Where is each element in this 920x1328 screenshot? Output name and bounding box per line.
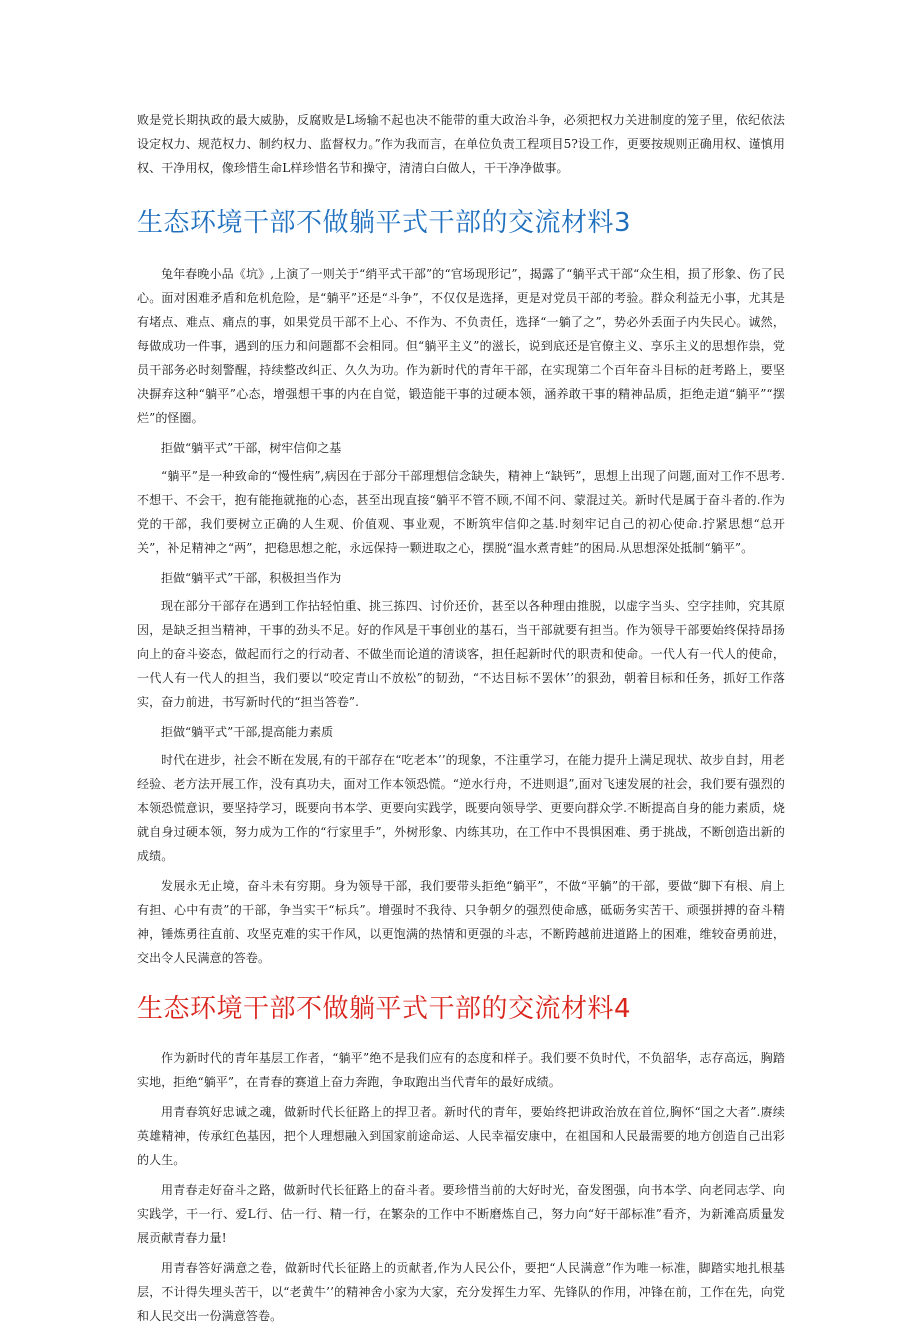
section-3-subheading-3: 拒做“躺平式”干部,提高能力素质 xyxy=(161,725,334,739)
section-3-intro-paragraph: 兔年春晚小品《坑》,上演了一则关于“绡平式干部”的“官场现形记”，揭露了“躺平式干部“众生相，损了形象、伤了民心。面对困难矛盾和危机危险，是“躺平”还是“斗争”，不仅仅是选择，更是对党员干部的考验。群众利益无小事，尤其是有堵点、难点、痛点的事，如果党员干部不上心、不作为、不负责任，选择“一躺了之”，势必外丢面子内失民心。诚然，每做成功一件事，遇到的压力和问题都不会相同。但“躺平主义”的滋长，说到底还是官僚主义、享乐主义的思想作祟，党员干部务必时刻警醒，持续整改纠正、久久为功。作为新时代的青年干部，在实现第二个百年奋斗目标的赶考路上，要坚决摒弃这种“躺平”心态，增强想干事的内在自觉，锻造能干事的过硬本领，涵养敢干事的精神品质，拒绝走道“躺平”“摆烂”的怪圈。 xyxy=(137,267,785,425)
section-4-paragraph-4: 用青春答好满意之卷，做新时代长征路上的贡献者,作为人民公仆，要把“人民满意”作为唯一标准，脚踏实地扎根基层，不计得失埋头苦干，以“老黄牛’’的精神舍小家为大家，充分发挥生力军、先锋队的作用，冲锋在前，工作在先，向党和人民交出一份满意答卷。 xyxy=(137,1261,785,1323)
section-3-subheading-2: 拒做“躺平式”干部，积极担当作为 xyxy=(161,571,342,585)
section-3-paragraph-1: “躺平”是一种致命的“慢性病”,病因在于部分干部理想信念缺失，精神上“缺钙”，思想上出现了问题,面对工作不思考.不想干、不会干，抱有能拖就拖的心态，甚至出现直接“躺平不管不顾,不闻不问、蒙混过关。新时代是属于奋斗者的.作为党的干部，我们要树立正确的人生观、价值观、事业观，不断筑牢信仰之基.时刻牢记自己的初心使命.拧紧思想“总开关”，补足精神之“两”，把稳思想之舵，永远保持一颗进取之心，摆脱“温水煮青蛙”的困局.从思想深处抵制“躺平”。 xyxy=(137,469,785,555)
section-3-paragraph-2: 现在部分干部存在遇到工作拈轻怕重、挑三拣四、讨价还价，甚至以各种理由推脱，以虚字当头、空字挂帅，究其原因，是缺乏担当精神，干事的劲头不足。好的作风是干事创业的基石，当干部就要有担当。作为领导干部要始终保持昂扬向上的奋斗姿态，做起而行之的行动者、不做坐而论道的清谈客，担任起新时代的职责和使命。一代人有一代人的使命，一代人有一代人的担当，我们要以“咬定青山不放松”的韧劲，“不达目标不罢休’’的狠劲，朝着目标和任务，抓好工作落实，奋力前进，书写新时代的“担当答卷”. xyxy=(137,599,785,709)
section-3-heading: 生态环境干部不做躺平式干部的交流材料3 xyxy=(137,208,632,238)
section-4-heading: 生态环境干部不做躺平式干部的交流材料4 xyxy=(137,994,632,1024)
document-page xyxy=(137,108,785,1328)
section-3-subheading-1: 拒做“躺平式”干部，树牢信仰之基 xyxy=(161,441,342,455)
section-3-paragraph-3: 时代在进步，社会不断在发展,有的干部存在“吃老本’’的现象，不注重学习，在能力提升上满足现状、故步自封，用老经验、老方法开展工作，没有真功夫，面对工作本领恐慌。“逆水行舟，不进则退”,面对飞速发展的社会，我们要有强烈的本领恐慌意识，要坚持学习，既要向书本学、更要向实践学，既要向领导学、更要向群众学.不断提高自身的能力素质，烧就自身过硬本领，努力成为工作的“行家里手”，外树形象、内练其功，在工作中不畏惧困难、勇于挑战，不断创造出新的成绩。 xyxy=(137,753,785,863)
previous-section-tail-paragraph: 败是党长期执政的最大威胁，反腐败是L场输不起也决不能带的重大政治斗争，必须把权力关进制度的笼子里，依纪依法设定权力、规范权力、制约权力、监督权力。”作为我而言，在单位负责工程项目5?设工作，更要按规则正确用权、谨慎用权、干净用权，像珍惜生命L样珍惜名节和操守，清清白白做人，干干净净做事。 xyxy=(137,113,785,175)
section-4-paragraph-1: 作为新时代的青年基层工作者，“躺平”绝不是我们应有的态度和样子。我们要不负时代，不负韶华，志存高远，胸踏实地，拒绝“躺平”，在青春的赛道上奋力奔跑，争取跑出当代青年的最好成绩。 xyxy=(137,1051,785,1089)
section-4-paragraph-3: 用青春走好奋斗之路，做新时代长征路上的奋斗者。要珍惜当前的大好时光，奋发图强，向书本学、向老同志学、向实践学，干一行、爱L行、估一行、精一行，在繁杂的工作中不断磨炼自己，努力向“好干部标准”看齐，为新滩高质量发展贡献青春力量! xyxy=(137,1183,785,1245)
section-4-paragraph-2: 用青春筑好忠诚之魂，做新时代长征路上的捍卫者。新时代的青年，要始终把讲政治放在首位,胸怀“国之大者”.赓续英雄精神，传承红色基因，把个人理想融入到国家前途命运、人民幸福安康中，在祖国和人民最需要的地方创造自己出彩的人生。 xyxy=(137,1105,785,1167)
section-3-paragraph-4: 发展永无止境，奋斗未有穷期。身为领导干部，我们要带头拒绝“躺平”，不做“平躺”的干部，要做“脚下有根、肩上有担、心中有责”的干部，争当实干“标兵”。增强时不我待、只争朝夕的强烈使命感，砥砺务实苦干、顽强拼搏的奋斗精神，锤炼勇往直前、攻坚克难的实干作风，以更饱满的热情和更强的斗志，不断跨越前进道路上的困难，维较奋勇前进，交出令人民满意的答卷。 xyxy=(137,879,785,965)
